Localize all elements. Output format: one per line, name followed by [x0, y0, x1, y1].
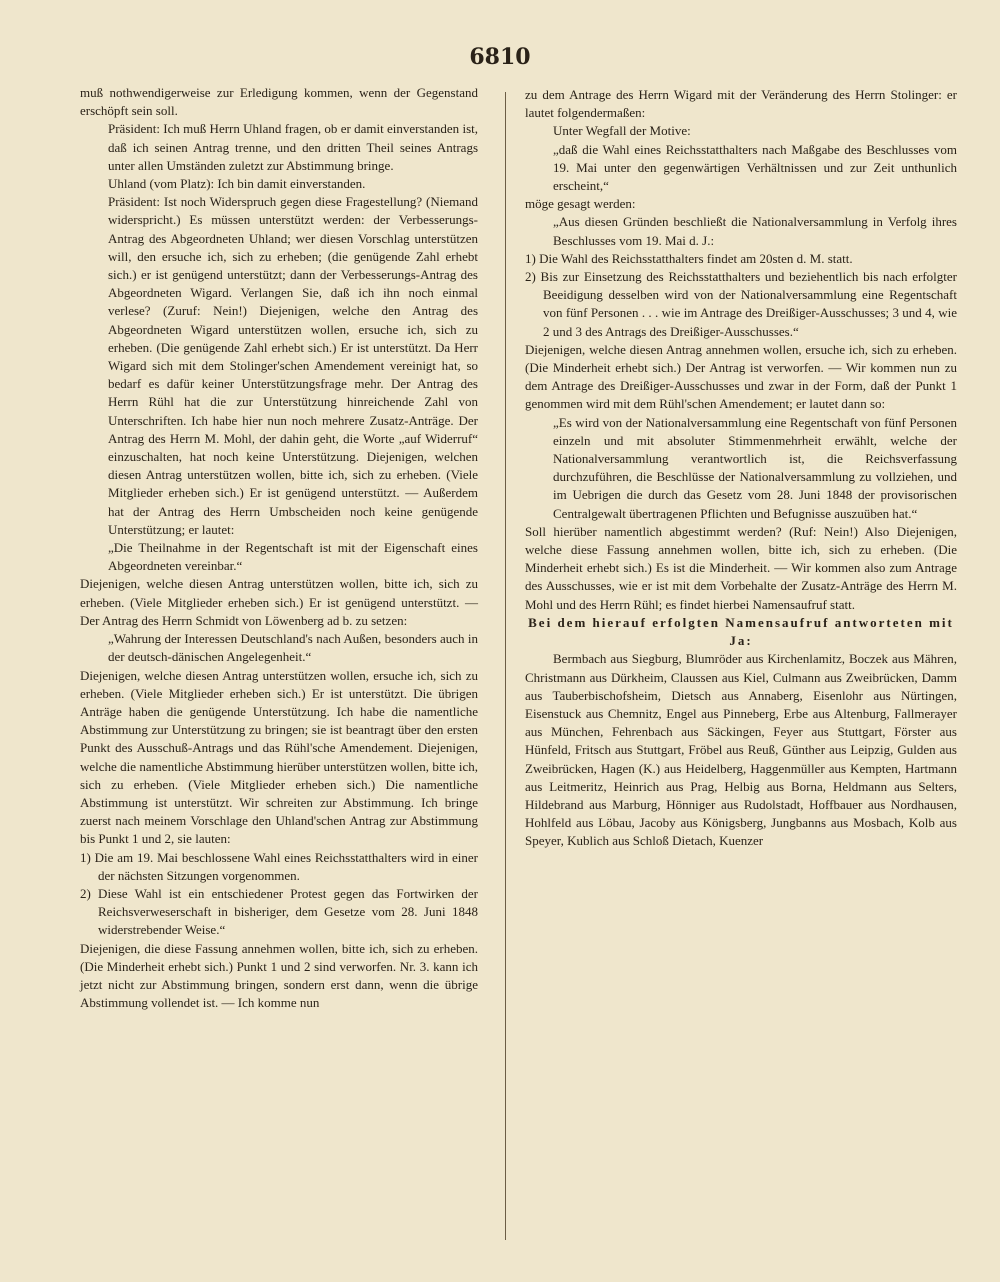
quoted-motion: „daß die Wahl eines Reichsstatthalters nach Maßgabe des Beschlusses vom 19. Mai unter den gegenwärtigen Verhältnissen und zur Zeit unthunlich erscheint,“ — [553, 141, 957, 194]
paragraph: Soll hierüber namentlich abgestimmt werden? (Ruf: Nein!) Also Diejenigen, welche diese Fassung annehmen wollen, bitte ich, sich zu erheben. (Die Minderheit erhebt sich.) Es ist die Minderheit. — Wir kommen also zum Antrage des Ausschusses, wie er ist mit dem Vorbehalte der Zusatz-Anträge des Herrn M. Mohl und des Herrn Rühl; es findet hierbei Namensaufruf statt. — [525, 523, 957, 612]
numbered-item: 2) Diese Wahl ist ein entschiedener Protest gegen das Fortwirken der Reichsverweserschaft in bisheriger, dem Gesetze vom 28. Juni 1848 widerstrebender Weise.“ — [80, 885, 478, 938]
paragraph: möge gesagt werden: — [525, 196, 636, 212]
paragraph: Diejenigen, welche diesen Antrag unterstützen wollen, ersuche ich, sich zu erheben. (Viele Mitglieder erheben sich.) Er ist unterstützt. Die übrigen Anträge haben die genügende Unterstützung. Ich habe die namentliche Abstimmung zur Unterstützung zu bringen; sie ist beantragt über den ersten Punkt des Ausschuß-Antrags und das Rühl'sche Amendement. Diejenigen, welche die namentliche Abstimmung hierüber unterstützen wollen, bitte ich, sich zu erheben. (Viele Mitglieder erheben sich.) Die namentliche Abstimmung ist unterstützt. Wir schreiten zur Abstimmung. Ich bringe zuerst nach meinem Vorschlage den Uhland'schen Antrag zur Abstimmung bis Punkt 1 und 2, sie lauten: — [80, 667, 478, 847]
paragraph: Diejenigen, welche diesen Antrag annehmen wollen, ersuche ich, sich zu erheben. (Die Minderheit erhebt sich.) Der Antrag ist verworfen. — Wir kommen nun zu dem Antrage des Dreißiger-Ausschusses und zwar in der Form, daß der Punkt 1 genommen wird mit dem Rühl'schen Amendement; er lautet dann so: — [525, 341, 957, 412]
paragraph: Diejenigen, die diese Fassung annehmen wollen, bitte ich, sich zu erheben. (Die Minderheit erhebt sich.) Punkt 1 und 2 sind verworfen. Nr. 3. kann ich jetzt nicht zur Abstimmung bringen, sondern erst dann, wenn die übrige Abstimmung vollendet ist. — Ich komme nun — [80, 940, 478, 1011]
quoted-motion: „Es wird von der Nationalversammlung eine Regentschaft von fünf Personen einzeln und mit absoluter Stimmenmehrheit erwählt, welche der Nationalversammlung verantwortlich ist, die Reichsverfassung durchzuführen, die Beschlüsse der Nationalversammlung zu vollziehen, und im Uebrigen die durch das Gesetz vom 28. Juni 1848 der provisorischen Centralgewalt übertragenen Pflichten und Befugnisse auszuüben hat.“ — [553, 414, 957, 521]
paragraph: muß nothwendigerweise zur Erledigung kommen, wenn der Gegenstand erschöpft sein soll. — [80, 85, 478, 119]
left-column — [80, 84, 478, 1012]
quoted-motion: „Die Theilnahme in der Regentschaft ist mit der Eigenschaft eines Abgeordneten vereinbar.“ — [108, 540, 478, 574]
numbered-item: 2) Bis zur Einsetzung des Reichsstatthalters und beziehentlich bis nach erfolgter Beeidigung desselben wird von der Nationalversammlung eine Regentschaft von fünf Personen . . . wie im Antrage des Dreißiger-Ausschusses; 3 und 4, wie 2 und 3 des Antrags des Dreißiger-Ausschusses.“ — [525, 269, 957, 339]
numbered-item: 1) Die Wahl des Reichsstatthalters findet am 20sten d. M. statt. — [525, 250, 853, 266]
paragraph: Diejenigen, welche diesen Antrag unterstützen wollen, bitte ich, sich zu erheben. (Viele Mitglieder erheben sich.) Er ist genügend unterstützt. — Der Antrag des Herrn Schmidt von Löwenberg ad b. zu setzen: — [80, 576, 478, 628]
paragraph: Präsident: Ist noch Widerspruch gegen diese Fragestellung? (Niemand widerspricht.) Es müssen unterstützt werden: der Verbesserungs-Antrag des Abgeordneten Uhland; wer diesen Vorschlag unterstützen will, den ersuche ich, sich zu erheben; (die genügende Zahl erhebt sich.) er ist genügend unterstützt; dann der Verbesserungs-Antrag des Abgeordneten Wigard. Verlangen Sie, daß ich ihn noch einmal verlese? (Zuruf: Nein!) Diejenigen, welche den Antrag des Abgeordneten Wigard unterstützen wollen, ersuche ich, sich zu erheben. (Die genügende Zahl erhebt sich.) Er ist unterstützt. Da Herr Wigard sich mit dem Stolinger'schen Amendement vereinigt hat, so bedarf es dafür keiner Unterstützungsfrage mehr. Der Antrag des Herrn Rühl hat die zur Unterstützung hinreichende Zahl von Unterschriften. Ich habe hier nun noch mehrere Zusatz-Anträge. Der Antrag des Herrn M. Mohl, der dahin geht, die Worte „auf Widerruf“ einzuschalten, hat noch keine Unterstützung. Diejenigen, welchen diesen Antrag unterstützen wollen, bitte ich, sich zu erheben. (Viele Mitglieder erheben sich.) Er ist genügend unterstützt. — Außerdem hat der Antrag des Herrn Umbscheiden noch keine genügende Unterstützung; er lautet: — [108, 194, 478, 537]
roll-call-names: Bermbach aus Siegburg, Blumröder aus Kirchenlamitz, Boczek aus Mähren, Christmann aus Dürkheim, Claussen aus Kiel, Culmann aus Zweibrücken, Damm aus Tauberbischofsheim, Dietsch aus Annaberg, Eisenlohr aus Nürtingen, Eisenstuck aus Chemnitz, Engel aus Pinneberg, Erbe aus Altenburg, Fallmerayer aus München, Fehrenbach aus Säckingen, Feyer aus Stuttgart, Förster aus Hünfeld, Fritsch aus Stuttgart, Fröbel aus Reuß, Günther aus Leipzig, Gulden aus Zweibrücken, Hagen (K.) aus Heidelberg, Haggenmüller aus Kempten, Hartmann aus Leitmeritz, Heinrich aus Prag, Helbig aus Borna, Heldmann aus Selters, Hildebrand aus Marburg, Hönniger aus Rudolstadt, Hoffbauer aus Nordhausen, Hohlfeld aus Löbau, Jacoby aus Königsberg, Jungbanns aus Mosbach, Kolb aus Speyer, Kublich aus Schloß Dietach, Kuenzer — [525, 651, 957, 849]
quoted-motion: „Aus diesen Gründen beschließt die Nationalversammlung in Verfolg ihres Beschlusses vom 19. Mai d. J.: — [553, 214, 957, 248]
paragraph: zu dem Antrage des Herrn Wigard mit der Veränderung des Herrn Stolinger: er lautet folgendermaßen: — [525, 87, 957, 121]
page-number: 6810 — [469, 44, 531, 70]
roll-call-heading: Bei dem hierauf erfolgten Namensaufruf antworteten mit Ja: — [528, 614, 954, 649]
right-column — [525, 86, 957, 851]
column-divider — [505, 92, 506, 1240]
paragraph: Uhland (vom Platz): Ich bin damit einverstanden. — [108, 176, 366, 192]
paragraph: Präsident: Ich muß Herrn Uhland fragen, ob er damit einverstanden ist, daß ich seinen Antrag trenne, und den dritten Theil seines Antrags unter allen Umständen zuletzt zur Abstimmung bringe. — [108, 121, 478, 173]
numbered-item: 1) Die am 19. Mai beschlossene Wahl eines Reichsstatthalters wird in einer der nächsten Sitzungen vorgenommen. — [80, 849, 478, 883]
quoted-motion: „Wahrung der Interessen Deutschland's nach Außen, besonders auch in der deutsch-dänischen Angelegenheit.“ — [108, 631, 478, 665]
paragraph: Unter Wegfall der Motive: — [553, 123, 691, 139]
